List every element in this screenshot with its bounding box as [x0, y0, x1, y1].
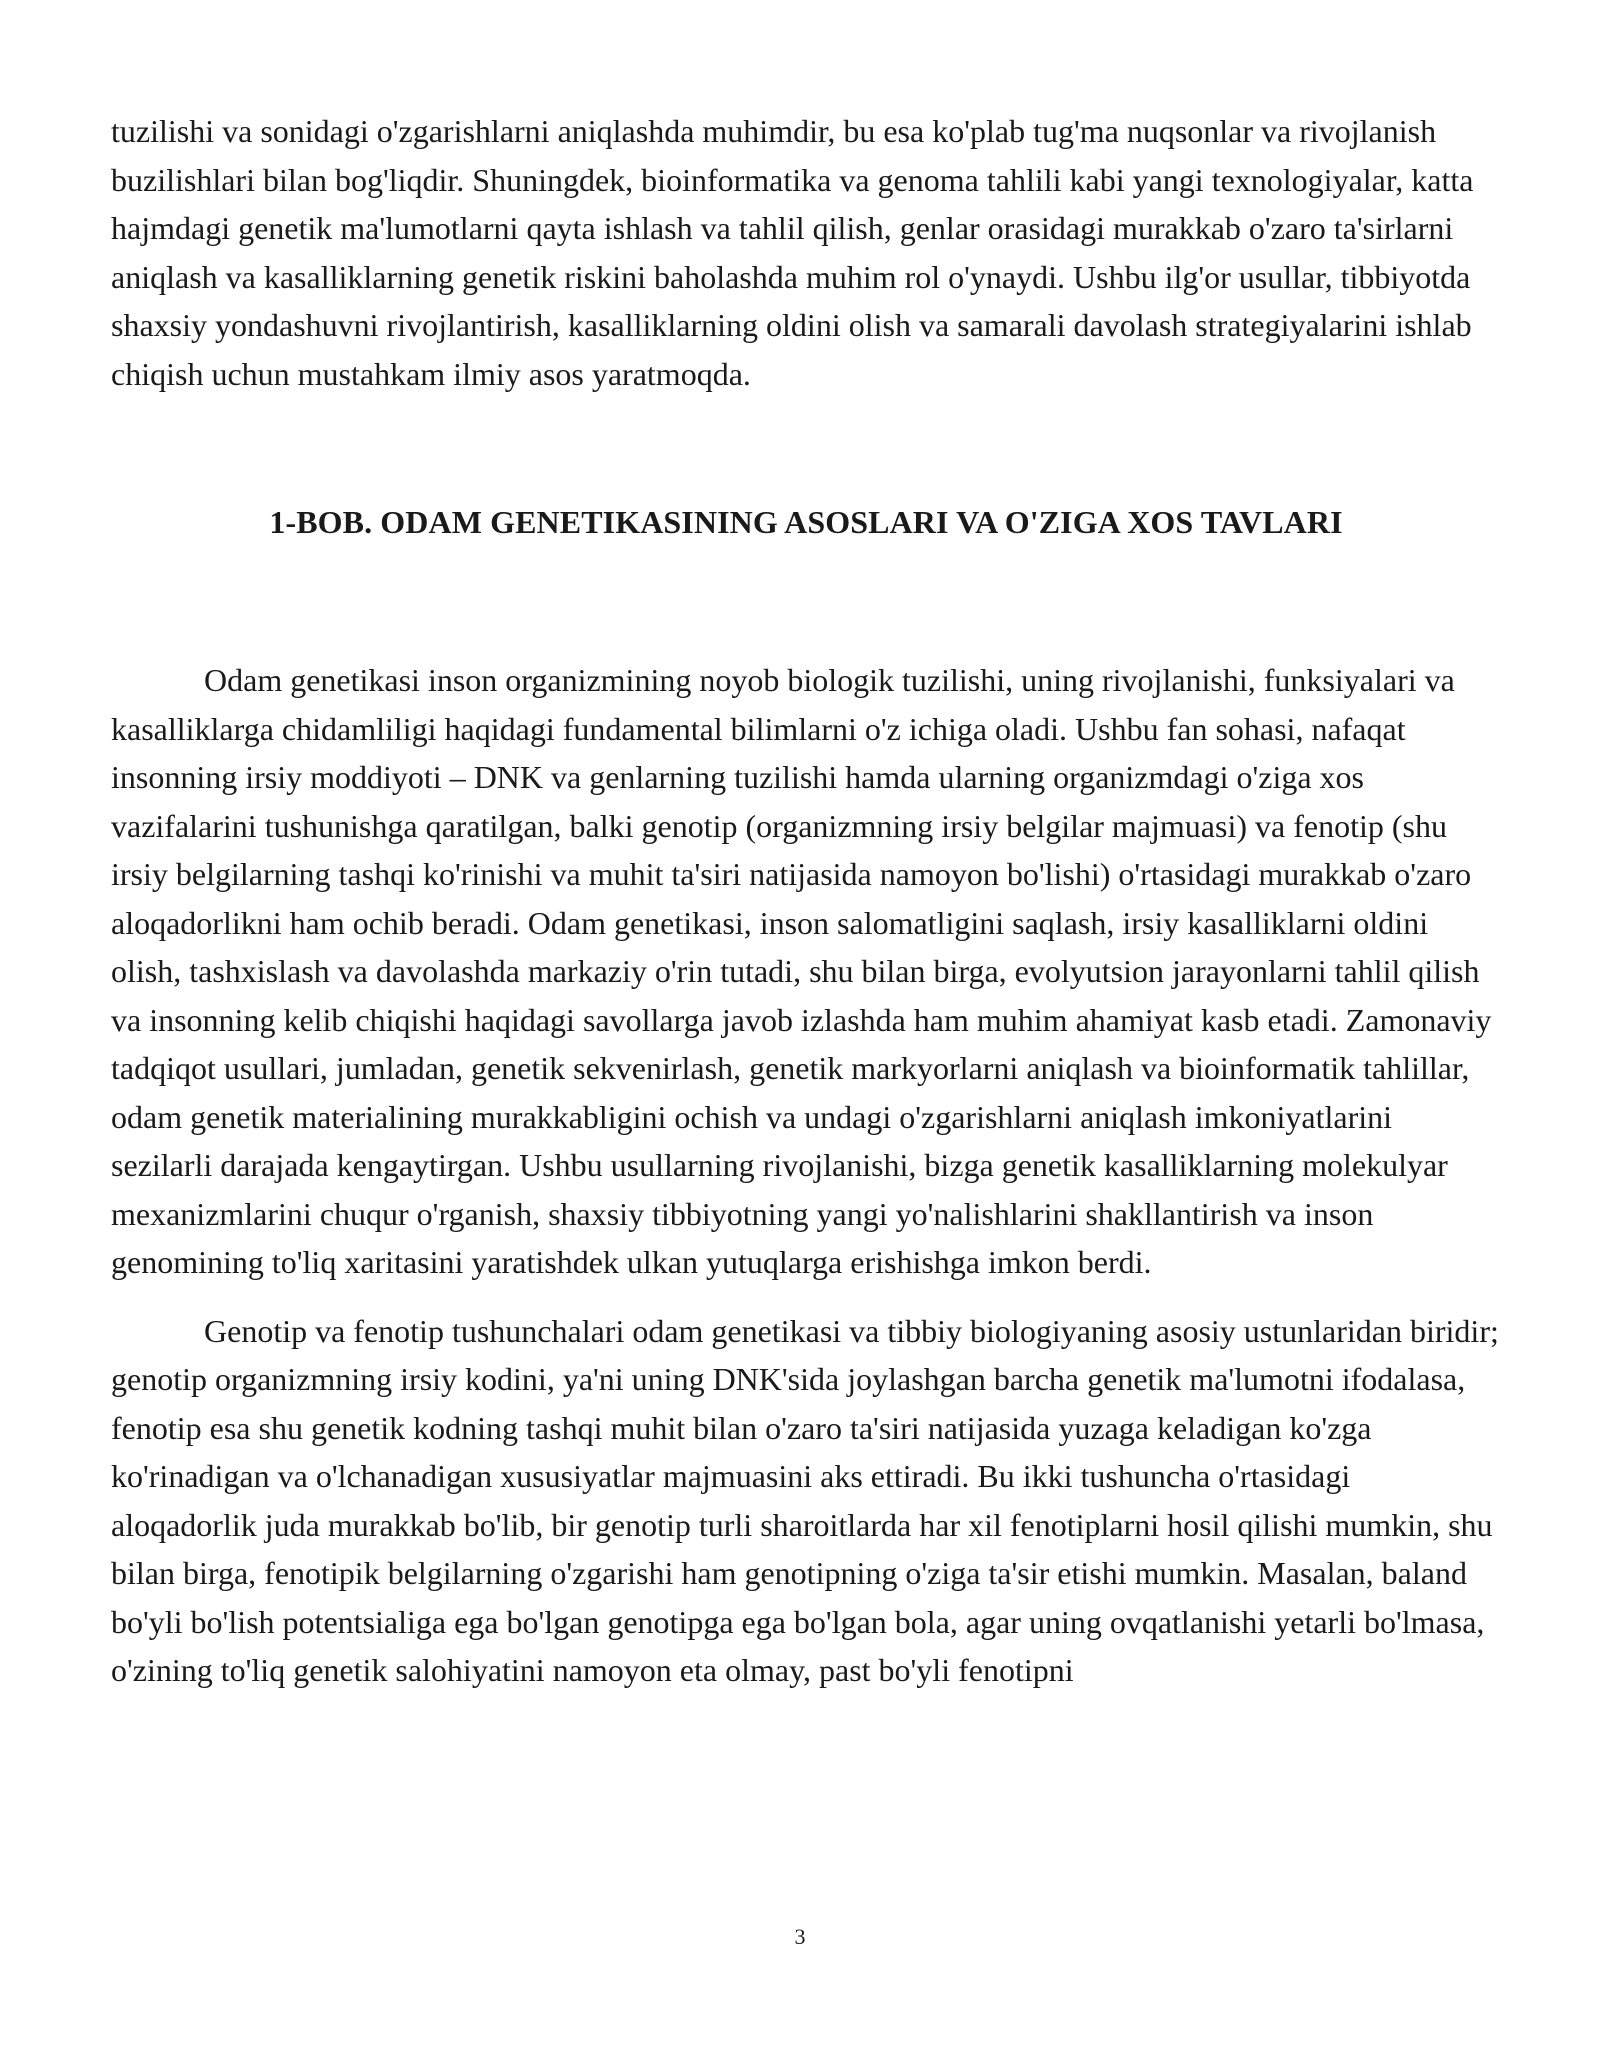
chapter-heading: 1-BOB. ODAM GENETIKASINING ASOSLARI VA O'ZIGA XOS TAVLARI — [269, 504, 1343, 540]
page-content — [111, 107, 1501, 1695]
page-number: 3 — [794, 1924, 806, 1949]
intro-paragraph: tuzilishi va sonidagi o'zgarishlarni aniqlashda muhimdir, bu esa ko'plab tug'ma nuqsonlar va rivojlanish buzilishlari bilan bog'liqdir. Shuningdek, bioinformatika va genoma tahlili kabi yangi texnologiyalar, katta hajmdagi genetik ma'lumotlarni qayta ishlash va tahlil qilish, genlar orasidagi murakkab o'zaro ta'sirlarni aniqlash va kasalliklarning genetik riskini baholashda muhim rol o'ynaydi. Ushbu ilg'or usullar, tibbiyotda shaxsiy yondashuvni rivojlantirish, kasalliklarning oldini olish va samarali davolash strategiyalarini ishlab chiqish uchun mustahkam ilmiy asos yaratmoqda. — [111, 113, 1474, 392]
body-paragraph-2: Genotip va fenotip tushunchalari odam genetikasi va tibbiy biologiyaning asosiy ustunlaridan biridir; genotip organizmning irsiy kodini, ya'ni uning DNK'sida joylashgan barcha genetik ma'lumotni ifodalasa, fenotip esa shu genetik kodning tashqi muhit bilan o'zaro ta'siri natijasida yuzaga keladigan ko'zga ko'rinadigan va o'lchanadigan xususiyatlar majmuasini aks ettiradi. Bu ikki tushuncha o'rtasidagi aloqadorlik juda murakkab bo'lib, bir genotip turli sharoitlarda har xil fenotiplarni hosil qilishi mumkin, shu bilan birga, fenotipik belgilarning o'zgarishi ham genotipning o'ziga ta'sir etishi mumkin. Masalan, baland bo'yli bo'lish potentsialiga ega bo'lgan genotipga ega bo'lgan bola, agar uning ovqatlanishi yetarli bo'lmasa, o'zining to'liq genetik salohiyatini namoyon eta olmay, past bo'yli fenotipni — [111, 1312, 1499, 1688]
body-paragraph-1: Odam genetikasi inson organizmining noyob biologik tuzilishi, uning rivojlanishi, funksiyalari va kasalliklarga chidamliligi haqidagi fundamental bilimlarni o'z ichiga oladi. Ushbu fan sohasi, nafaqat insonning irsiy moddiyoti – DNK va genlarning tuzilishi hamda ularning organizmdagi o'ziga xos vazifalarini tushunishga qaratilgan, balki genotip (organizmning irsiy belgilar majmuasi) va fenotip (shu irsiy belgilarning tashqi ko'rinishi va muhit ta'siri natijasida namoyon bo'lishi) o'rtasidagi murakkab o'zaro aloqadorlikni ham ochib beradi. Odam genetikasi, inson salomatligini saqlash, irsiy kasalliklarni oldini olish, tashxislash va davolashda markaziy o'rin tutadi, shu bilan birga, evolyutsion jarayonlarni tahlil qilish va insonning kelib chiqishi haqidagi savollarga javob izlashda ham muhim ahamiyat kasb etadi. Zamonaviy tadqiqot usullari, jumladan, genetik sekvenirlash, genetik markyorlarni aniqlash va bioinformatik tahlillar, odam genetik materialining murakkabligini ochish va undagi o'zgarishlarni aniqlash imkoniyatlarini sezilarli darajada kengaytirgan. Ushbu usullarning rivojlanishi, bizga genetik kasalliklarning molekulyar mexanizmlarini chuqur o'rganish, shaxsiy tibbiyotning yangi yo'nalishlarini shakllantirish va inson genomining to'liq xaritasini yaratishdek ulkan yutuqlarga erishishga imkon berdi. — [111, 662, 1492, 1280]
